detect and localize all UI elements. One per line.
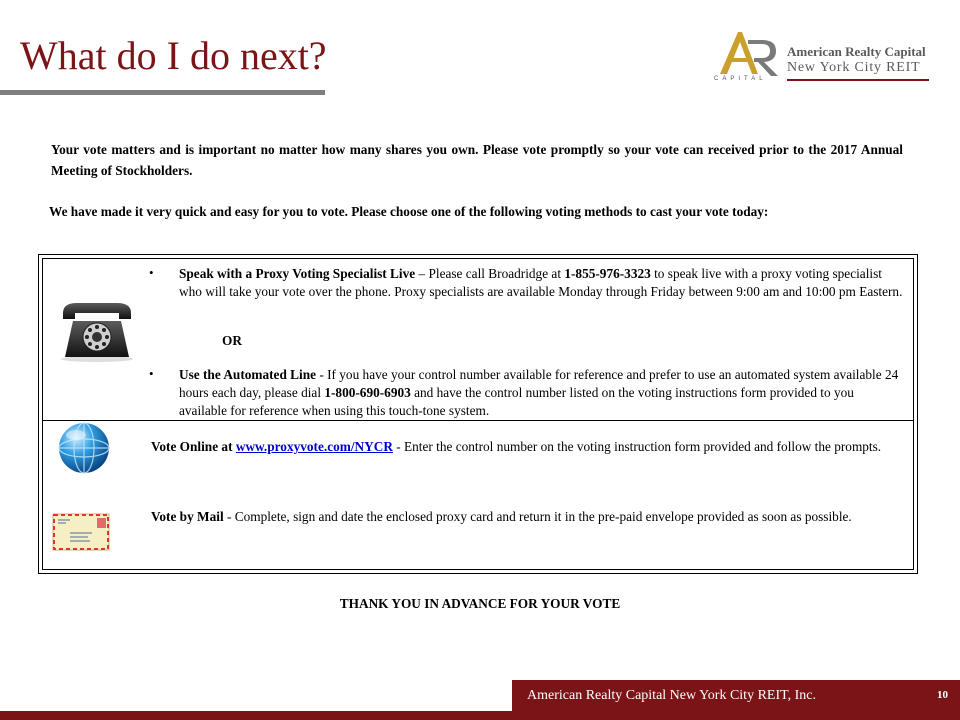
- option-live-phone-number: 1-855-976-3323: [564, 266, 651, 281]
- option-auto-pre: - If you have your control number available for reference and prefer to use an automated system available 24 hours each day, please dial: [179, 367, 899, 400]
- envelope-icon: [52, 513, 110, 551]
- option-mail-post: - Complete, sign and date the enclosed proxy card and return it in the pre-paid envelope provided as soon as possible.: [223, 509, 852, 524]
- intro-paragraph-1: Your vote matters and is important no matter how many shares you own. Please vote promptly so your vote can received prior to the 2017 Annual Meeting of Stockholders.: [51, 142, 903, 178]
- option-automated-line: [179, 366, 903, 420]
- option-live-specialist: [179, 265, 903, 301]
- logo-subtitle: New York City REIT: [787, 60, 921, 75]
- option-vote-by-mail: [151, 508, 903, 526]
- intro-paragraph-2: We have made it very quick and easy for you to vote. Please choose one of the following voting methods to cast your vote today:: [49, 204, 769, 219]
- globe-icon: [57, 421, 111, 475]
- proxyvote-link[interactable]: www.proxyvote.com/NYCR: [235, 439, 393, 454]
- bullet-marker: •: [149, 265, 154, 280]
- option-online-post: - Enter the control number on the voting instruction form provided and follow the prompts.: [392, 439, 882, 454]
- bullet-marker: •: [149, 366, 154, 381]
- telephone-icon: [57, 301, 137, 363]
- thank-you-message: THANK YOU IN ADVANCE FOR YOUR VOTE: [339, 596, 621, 611]
- option-vote-online: [151, 438, 903, 456]
- option-live-label: Speak with a Proxy Voting Specialist Live: [179, 266, 416, 281]
- option-live-pre: – Please call Broadridge at: [415, 266, 565, 281]
- option-online-label: Vote Online at: [151, 439, 236, 454]
- option-auto-label: Use the Automated Line: [179, 367, 317, 382]
- option-mail-label: Vote by Mail: [151, 509, 224, 524]
- company-logo: [714, 28, 930, 86]
- logo-company-name: American Realty Capital: [787, 44, 926, 59]
- option-auto-phone-number: 1-800-690-6903: [324, 385, 411, 400]
- logo-underline: [787, 79, 929, 81]
- section-divider: [43, 420, 913, 421]
- logo-capital-text: CAPITAL: [714, 76, 767, 82]
- title-underline: [0, 90, 325, 95]
- footer-box: [512, 680, 960, 711]
- footer-bar: [0, 711, 960, 720]
- voting-options-box: [38, 254, 918, 574]
- page-title: What do I do next?: [20, 33, 327, 78]
- option-auto-post: and have the control number listed on the voting instructions form provided to you available for reference when using this touch-tone system.: [179, 385, 854, 418]
- page-number: 10: [937, 689, 948, 701]
- or-separator: OR: [222, 333, 242, 348]
- option-live-post: to speak live with a proxy voting specialist who will take your vote over the phone. Proxy specialists are available Monday through Friday between 9:00 am and 10:00 pm Eastern.: [179, 266, 903, 299]
- footer-company-name: American Realty Capital New York City REIT, Inc.: [527, 688, 817, 703]
